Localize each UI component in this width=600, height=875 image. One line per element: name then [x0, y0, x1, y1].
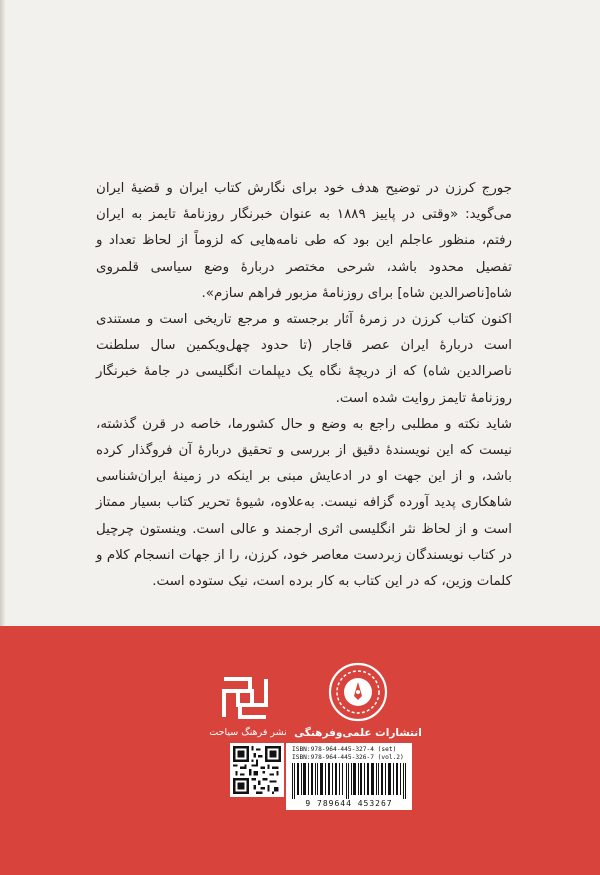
blurb-paragraph-3: شاید نکته و مطلبی راجع به وضع و حال کشورما، خاصه در قرن گذشته، نیست که این نویسندهٔ دقیق از بررسی و تحقیق دربارهٔ آن فروگذار کرده باشد، و از این جهت او در ادعایش مبنی بر اینکه در زمینهٔ ایران‌شناسی شاهکاری پدید آورده گزافه نیست. به‌علاوه، شیوهٔ تحریر کتاب بسیار ممتاز است و از لحاظ نثر انگلیسی اثری ارجمند و عالی است. وینستون چرچیل در کتاب نویسندگان زبردست معاصر خود، کرزن، را از جهات انسجام کلام و کلمات وزین، که در این کتاب به کار برده است، نیک ستوده است. [96, 416, 512, 590]
blurb-paragraph-1: جورج کرزن در توضیح هدف خود برای نگارش کتاب ایران و قضیهٔ ایران می‌گوید: «وقتی در پاییز ۱۸۸۹ به عنوان خبرنگار روزنامهٔ تایمز به ایران رفتم، منظور عاجلم این بود که طی نامه‌هایی که لزوماً از لحاظ تعداد و تفصیل محدود باشد، شرحی مختصر دربارهٔ وضع سیاسی قلمروی شاه[ناصرالدین شاه] برای روزنامهٔ مزبور فراهم سازم». [96, 181, 512, 301]
main-publisher-name: انتشارات علمی‌وفرهنگی [294, 727, 422, 739]
isbn-volume: ISBN:978-964-445-326-7 (vol.2) [292, 754, 404, 761]
isbn-set: ISBN:978-964-445-327-4 (set) [292, 746, 397, 753]
barcode-icon [290, 763, 408, 799]
second-publisher-name: نشر فرهنگ سیاحت [209, 727, 287, 738]
blurb-text [96, 176, 512, 595]
publisher-logo-icon [328, 662, 388, 722]
second-publisher-logo-icon [220, 675, 270, 721]
barcode-number: 9 789644 453267 [305, 799, 393, 808]
qr-code [230, 743, 284, 797]
isbn-barcode [286, 743, 412, 810]
blurb-paragraph-2: اکنون کتاب کرزن در زمرهٔ آثار برجسته و مرجع تاریخی است و مستندی است دربارهٔ ایران عصر قاجار (تا حدود چهل‌ویکمین سال سلطنت ناصرالدین شاه) که از دریچهٔ نگاه یک دیپلمات انگلیسی در جامهٔ خبرنگار روزنامهٔ تایمز روایت شده است. [96, 312, 512, 406]
qr-code-icon [233, 746, 281, 794]
